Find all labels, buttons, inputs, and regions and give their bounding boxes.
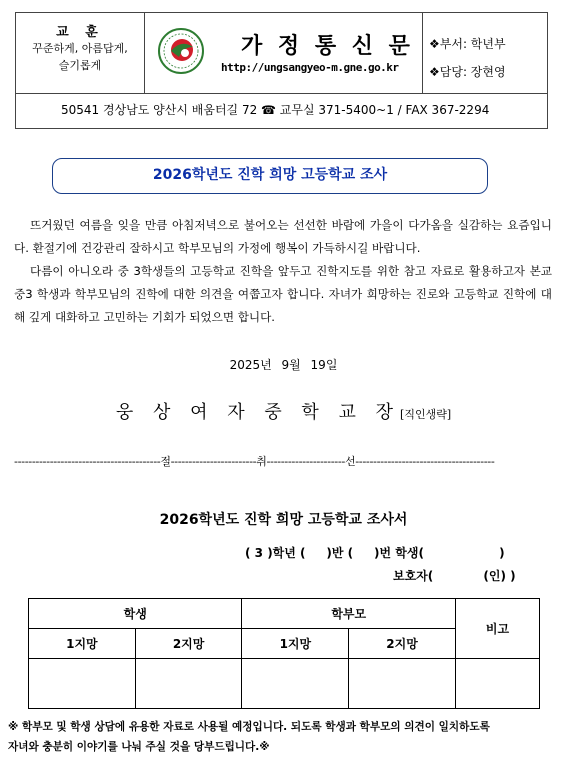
diamond-bullet-icon: ❖ — [429, 65, 440, 79]
school-address: 50541 경상남도 양산시 배움터길 72 ☎ 교무실 371-5400~1 / FAX 367-2294 — [15, 93, 548, 129]
parent-choice-2-cell[interactable] — [349, 659, 456, 709]
footnote-line-2: 자녀와 충분히 이야기를 나눠 주실 것을 당부드립니다.※ — [8, 741, 270, 753]
newsletter-masthead — [145, 13, 423, 93]
student-choice-2-cell[interactable] — [135, 659, 242, 709]
motto-line-1: 꾸준하게, 아름답게, — [32, 42, 128, 55]
motto-line-2: 슬기롭게 — [58, 59, 102, 72]
body-paragraph-2: 다름이 아니오라 중 3학생들의 고등학교 진학을 앞두고 진학지도를 위한 참고 자료로 활용하고자 본교 중3 학생과 학부모님의 진학에 대한 의견을 여쭙고자 합니다. 자녀가 희망하는 진로와 고등학교 진학에 대해 깊게 대화하고 고민하는 기회가 되었으면 합니다. — [14, 264, 552, 324]
motto-title: 교 훈 — [56, 25, 104, 40]
col-remark: 비고 — [455, 599, 539, 659]
parent-choice-1-header: 1지망 — [242, 629, 349, 659]
manager-line — [429, 63, 506, 80]
school-motto — [16, 13, 145, 93]
department-line — [429, 35, 506, 52]
department-text: 부서: 학년부 — [439, 37, 506, 51]
col-parent: 학부모 — [242, 599, 455, 629]
remark-cell[interactable] — [455, 659, 539, 709]
notice-date: 2025년 9월 19일 — [229, 358, 338, 372]
cut-line: -----------------------------------------절------------------------취----------------------선--------------------------------------- — [14, 455, 495, 468]
body-paragraph-1: 뜨거웠던 여름을 잊을 만큼 아침저녁으로 불어오는 선선한 바람에 가을이 다가옴을 실감하는 요즘입니다. 환절기에 건강관리 잘하시고 학부모님의 가정에 행복이 가득하시길 바랍니다. — [14, 218, 552, 255]
form-title: 2026학년도 진학 희망 고등학교 조사서 — [159, 512, 408, 528]
school-url: http://ungsangyeo-m.gne.go.kr — [221, 61, 399, 74]
newsletter-title: 가 정 통 신 문 — [241, 34, 414, 59]
survey-table — [28, 598, 540, 709]
student-info-line: ( 3 )학년 ( )반 ( )번 학생( ) — [245, 546, 505, 560]
school-logo-icon — [157, 27, 205, 75]
parent-choice-1-cell[interactable] — [242, 659, 349, 709]
parent-choice-2-header: 2지망 — [349, 629, 456, 659]
notice-title: 2026학년도 진학 희망 고등학교 조사 — [52, 158, 488, 194]
diamond-bullet-icon: ❖ — [429, 37, 440, 51]
student-choice-1-header: 1지망 — [29, 629, 136, 659]
notice-body — [14, 214, 552, 329]
student-choice-1-cell[interactable] — [29, 659, 136, 709]
parent-info-line: 보호자( (인) ) — [393, 569, 516, 583]
manager-text: 담당: 장현영 — [439, 65, 506, 79]
contact-info — [423, 13, 547, 93]
col-student: 학생 — [29, 599, 242, 629]
footnote-line-1: ※ 학부모 및 학생 상담에 유용한 자료로 사용될 예정입니다. 되도록 학생과 학부모의 의견이 일치하도록 — [8, 721, 490, 733]
student-choice-2-header: 2지망 — [135, 629, 242, 659]
principal-signature — [0, 398, 567, 424]
signature-text: 웅 상 여 자 중 학 교 장 — [115, 402, 401, 423]
seal-omitted-note: [직인생략] — [400, 408, 452, 421]
newsletter-header — [15, 12, 548, 94]
footnote — [8, 717, 490, 757]
